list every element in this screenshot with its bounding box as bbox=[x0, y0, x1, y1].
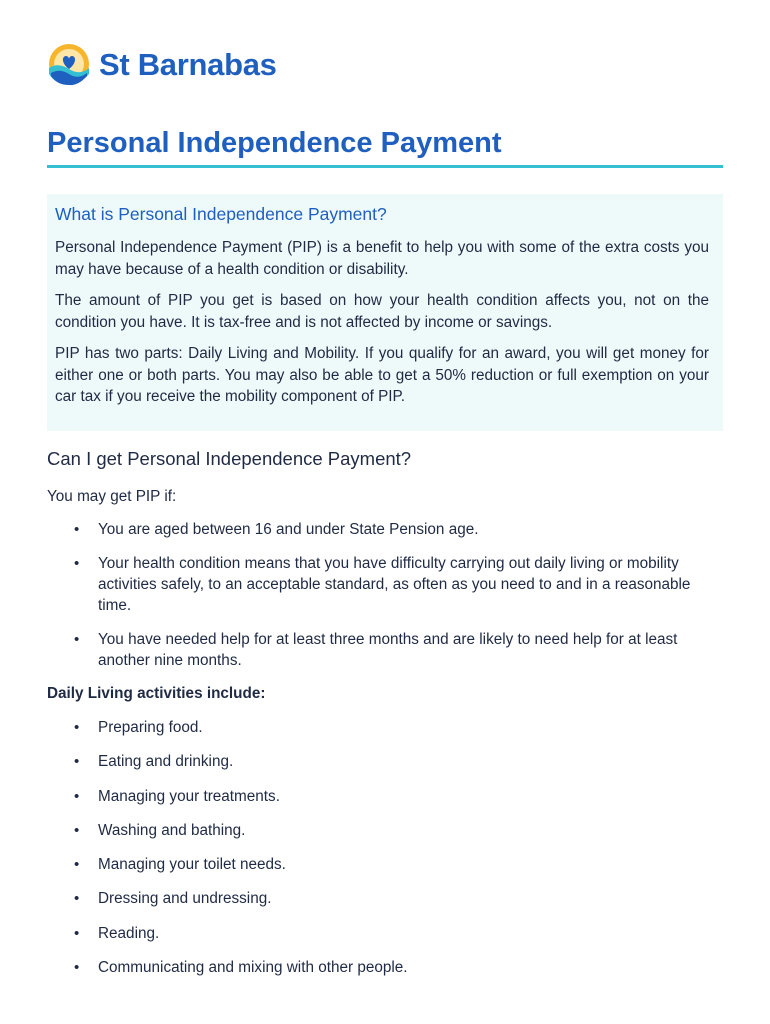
list-item bbox=[47, 717, 725, 738]
info-box bbox=[47, 194, 723, 431]
list-item bbox=[47, 888, 725, 909]
list-item bbox=[47, 751, 725, 772]
list-item-text: Preparing food. bbox=[98, 719, 203, 736]
bullet-dot: • bbox=[74, 856, 80, 874]
bullet-dot: • bbox=[74, 631, 80, 648]
list-item bbox=[47, 923, 725, 944]
list-item-text: Managing your treatments. bbox=[98, 787, 280, 805]
list-item-text: Reading. bbox=[98, 924, 160, 942]
list-item bbox=[47, 854, 725, 875]
info-paragraph: Personal Independence Payment (PIP) is a benefit to help you with some of the extra costs you may have because of a health condition or disability. bbox=[55, 239, 709, 278]
info-paragraph: PIP has two parts: Daily Living and Mobility. If you qualify for an award, you will get money for either one or both parts. You may also be able to get a 50% reduction or full exemption on your car tax if you receive the mobility component of PIP. bbox=[55, 345, 709, 405]
bullet-dot: • bbox=[74, 787, 80, 805]
bullet-dot: • bbox=[74, 821, 80, 839]
bullet-dot: • bbox=[74, 555, 80, 572]
logo bbox=[47, 42, 277, 86]
list-item-text: Dressing and undressing. bbox=[98, 890, 272, 908]
list-item bbox=[47, 629, 725, 671]
list-item bbox=[47, 553, 725, 616]
list-item-text: Washing and bathing. bbox=[98, 821, 246, 839]
list-item bbox=[47, 519, 725, 540]
list-item-text: Managing your toilet needs. bbox=[98, 856, 286, 874]
page-title: Personal Independence Payment bbox=[47, 127, 502, 159]
list-item-text: Your health condition means that you have difficulty carrying out daily living or mobility activities safely, to an acceptable standard, as often as you need to and in a reasonable time. bbox=[98, 555, 691, 614]
info-box-heading: What is Personal Independence Payment? bbox=[55, 204, 387, 224]
title-divider bbox=[47, 165, 723, 168]
list-item-text: You have needed help for at least three months and are likely to need help for at least another nine months. bbox=[98, 631, 678, 669]
bullet-dot: • bbox=[74, 890, 80, 908]
bullet-dot: • bbox=[74, 753, 80, 771]
list-item-text: Communicating and mixing with other people. bbox=[98, 959, 408, 977]
bullet-dot: • bbox=[74, 521, 80, 538]
heart-sun-wave-icon bbox=[47, 42, 91, 86]
bullet-dot: • bbox=[74, 959, 80, 977]
bullet-dot: • bbox=[74, 924, 80, 942]
list-item-text: Eating and drinking. bbox=[98, 753, 234, 771]
daily-living-list bbox=[47, 717, 725, 991]
eligibility-heading: Can I get Personal Independence Payment? bbox=[47, 448, 412, 469]
list-item bbox=[47, 957, 725, 978]
eligibility-intro: You may get PIP if: bbox=[47, 488, 177, 505]
list-item-text: You are aged between 16 and under State Pension age. bbox=[98, 521, 479, 538]
eligibility-list bbox=[47, 519, 725, 684]
list-item bbox=[47, 820, 725, 841]
daily-living-heading: Daily Living activities include: bbox=[47, 685, 266, 702]
list-item bbox=[47, 786, 725, 807]
info-paragraph: The amount of PIP you get is based on how your health condition affects you, not on the condition you have. It is tax-free and is not affected by income or savings. bbox=[55, 292, 709, 331]
bullet-dot: • bbox=[74, 719, 80, 736]
logo-text: St Barnabas bbox=[99, 46, 277, 82]
